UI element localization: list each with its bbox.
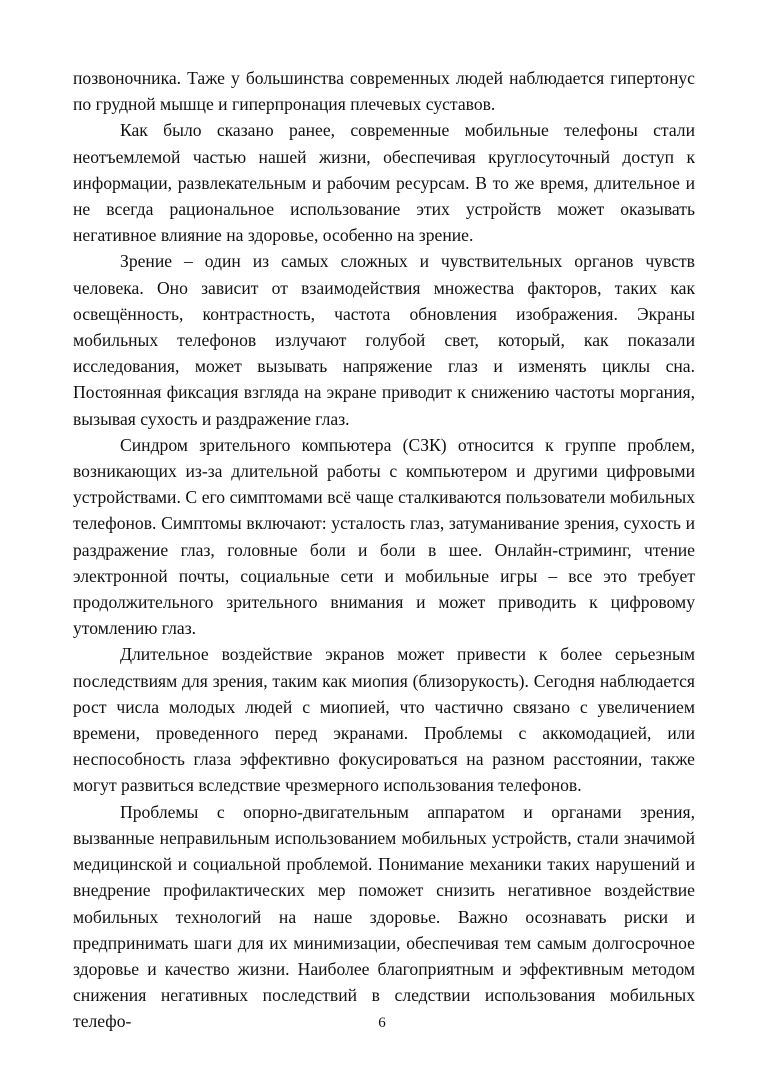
paragraph: Как было сказано ранее, современные мобильные телефоны стали неотъемлемой частью нашей жизни, обеспечивая круглосуточный доступ к информации, развлекательным и рабочим ресурсам. В то же время, длительное и не всегда рациональное использование этих устройств может оказывать негативное влияние на здоровье, особенно на зрение. (73, 120, 695, 246)
body-text (73, 65, 695, 1035)
paragraph-continued: позвоночника. Таже у большинства современных людей наблюдается гипертонус по грудной мышце и гиперпронация плечевых суставов. (73, 68, 695, 115)
paragraph: Длительное воздействие экранов может привести к более серьезным последствиям для зрения, таким как миопия (близорукость). Сегодня наблюдается рост числа молодых людей с миопией, что частично связано с увеличением времени, проведенного перед экранами. Проблемы с аккомодацией, или неспособность глаза эффективно фокусироваться на разном расстоянии, также могут развиться вследствие чрезмерного использования телефонов. (73, 644, 695, 796)
paragraph: Синдром зрительного компьютера (СЗК) относится к группе проблем, возникающих из-за длительной работы с компьютером и другими цифровыми устройствами. С его симптомами всё чаще сталкиваются пользователи мобильных телефонов. Симптомы включают: усталость глаз, затуманивание зрения, сухость и раздражение глаз, головные боли и боли в шее. Онлайн-стриминг, чтение электронной почты, социальные сети и мобильные игры – все это требует продолжительного зрительного внимания и может приводить к цифровому утомлению глаз. (73, 434, 695, 639)
paragraph: Проблемы с опорно-двигательным аппаратом и органами зрения, вызванные неправильным использованием мобильных устройств, стали значимой медицинской и социальной проблемой. Понимание механики таких нарушений и внедрение профилактических мер поможет снизить негативное воздействие мобильных технологий на наше здоровье. Важно осознавать риски и предпринимать шаги для их минимизации, обеспечивая тем самым долгосрочное здоровье и качество жизни. Наиболее благоприятным и эффективным методом снижения негативных последствий в следствии использования мобильных телефо- (73, 801, 695, 1032)
page-number: 6 (378, 1015, 386, 1031)
paragraph: Зрение – один из самых сложных и чувствительных органов чувств человека. Оно зависит от взаимодействия множества факторов, таких как освещённость, контрастность, частота обновления изображения. Экраны мобильных телефонов излучают голубой свет, который, как показали исследования, может вызывать напряжение глаз и изменять циклы сна. Постоянная фиксация взгляда на экране приводит к снижению частоты моргания, вызывая сухость и раздражение глаз. (73, 251, 695, 429)
